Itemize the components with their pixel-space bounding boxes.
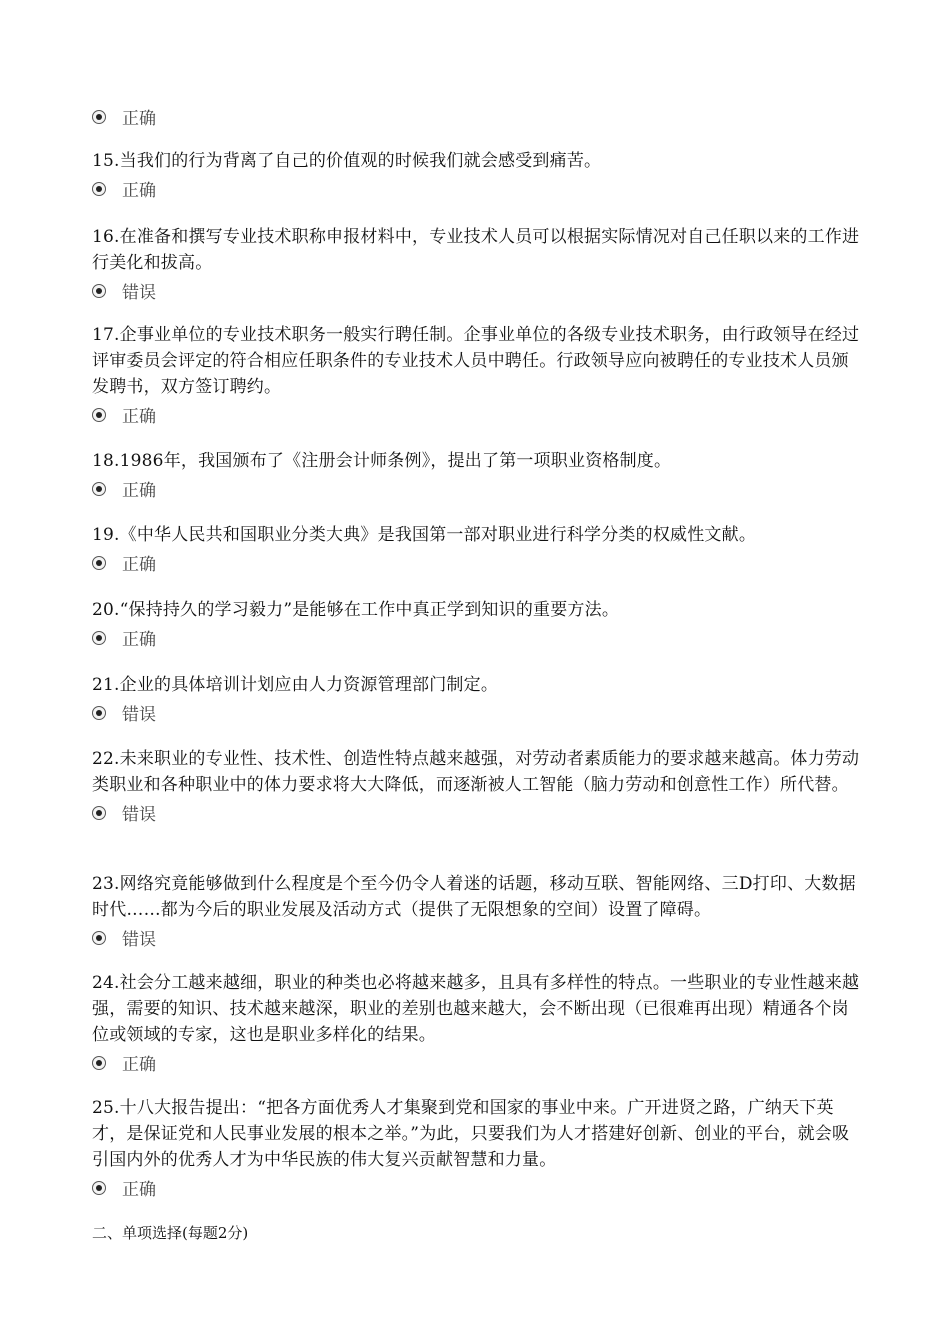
answer-option[interactable]: [92, 802, 862, 828]
question-17: [92, 322, 862, 430]
radio-selected-icon[interactable]: [92, 631, 106, 645]
question-18: [92, 448, 862, 504]
section-title: 二、单项选择(每题2分): [92, 1224, 249, 1242]
radio-selected-icon[interactable]: [92, 482, 106, 496]
answer-label: 错误: [122, 930, 156, 950]
radio-selected-icon[interactable]: [92, 1056, 106, 1070]
radio-selected-icon[interactable]: [92, 182, 106, 196]
answer-label: 正确: [122, 630, 156, 650]
answer-label: 正确: [122, 181, 156, 201]
question-21: [92, 672, 862, 728]
answer-option[interactable]: [92, 404, 862, 430]
answer-option[interactable]: [92, 927, 862, 953]
question-text: 23.网络究竟能够做到什么程度是个至今仍令人着迷的话题，移动互联、智能网络、三D打印、大数据时代……都为今后的职业发展及活动方式（提供了无限想象的空间）设置了障碍。: [92, 874, 856, 920]
answer-option[interactable]: [92, 552, 862, 578]
answer-option[interactable]: [92, 1052, 862, 1078]
radio-selected-icon[interactable]: [92, 556, 106, 570]
question-16: [92, 224, 862, 306]
question-19: [92, 522, 862, 578]
question-text: 15.当我们的行为背离了自己的价值观的时候我们就会感受到痛苦。: [92, 151, 602, 171]
question-text: 22.未来职业的专业性、技术性、创造性特点越来越强，对劳动者素质能力的要求越来越高。体力劳动类职业和各种职业中的体力要求将大大降低，而逐渐被人工智能（脑力劳动和创意性工作）所代替。: [92, 749, 860, 795]
answer-label: 正确: [122, 109, 156, 129]
answer-option[interactable]: [92, 627, 862, 653]
answer-option[interactable]: [92, 1177, 862, 1203]
question-15: [92, 148, 862, 204]
radio-selected-icon[interactable]: [92, 408, 106, 422]
question-22: [92, 746, 862, 828]
answer-option[interactable]: [92, 280, 862, 306]
question-23: [92, 871, 862, 953]
answer-option[interactable]: [92, 178, 862, 204]
answer-label: 错误: [122, 283, 156, 303]
question-25: [92, 1095, 862, 1203]
question-24: [92, 970, 862, 1078]
answer-option[interactable]: [92, 478, 862, 504]
radio-selected-icon[interactable]: [92, 1181, 106, 1195]
question-text: 19.《中华人民共和国职业分类大典》是我国第一部对职业进行科学分类的权威性文献。: [92, 525, 757, 545]
question-text: 25.十八大报告提出：“把各方面优秀人才集聚到党和国家的事业中来。广开进贤之路，广纳天下英才，是保证党和人民事业发展的根本之举。”为此，只要我们为人才搭建好创新、创业的平台，就会吸引国内外的优秀人才为中华民族的伟大复兴贡献智慧和力量。: [92, 1098, 850, 1170]
question-text: 21.企业的具体培训计划应由人力资源管理部门制定。: [92, 675, 499, 695]
radio-selected-icon[interactable]: [92, 110, 106, 124]
answer-label: 正确: [122, 481, 156, 501]
question-text: 20.“保持持久的学习毅力”是能够在工作中真正学到知识的重要方法。: [92, 600, 620, 620]
radio-selected-icon[interactable]: [92, 706, 106, 720]
answer-label: 正确: [122, 555, 156, 575]
answer-label: 正确: [122, 407, 156, 427]
answer-option[interactable]: [92, 702, 862, 728]
answer-option-14[interactable]: [92, 106, 156, 132]
radio-selected-icon[interactable]: [92, 931, 106, 945]
radio-selected-icon[interactable]: [92, 284, 106, 298]
answer-label: 错误: [122, 805, 156, 825]
answer-label: 正确: [122, 1180, 156, 1200]
question-20: [92, 597, 862, 653]
question-text: 18.1986年，我国颁布了《注册会计师条例》，提出了第一项职业资格制度。: [92, 451, 672, 471]
question-text: 24.社会分工越来越细，职业的种类也必将越来越多，且具有多样性的特点。一些职业的专业性越来越强，需要的知识、技术越来越深，职业的差别也越来越大，会不断出现（已很难再出现）精通各个岗位或领域的专家，这也是职业多样化的结果。: [92, 973, 860, 1045]
answer-label: 错误: [122, 705, 156, 725]
radio-selected-icon[interactable]: [92, 806, 106, 820]
answer-label: 正确: [122, 1055, 156, 1075]
question-text: 17.企事业单位的专业技术职务一般实行聘任制。企事业单位的各级专业技术职务，由行政领导在经过评审委员会评定的符合相应任职条件的专业技术人员中聘任。行政领导应向被聘任的专业技术人员颁发聘书，双方签订聘约。: [92, 325, 860, 397]
question-text: 16.在准备和撰写专业技术职称申报材料中，专业技术人员可以根据实际情况对自己任职以来的工作进行美化和拔高。: [92, 227, 860, 273]
